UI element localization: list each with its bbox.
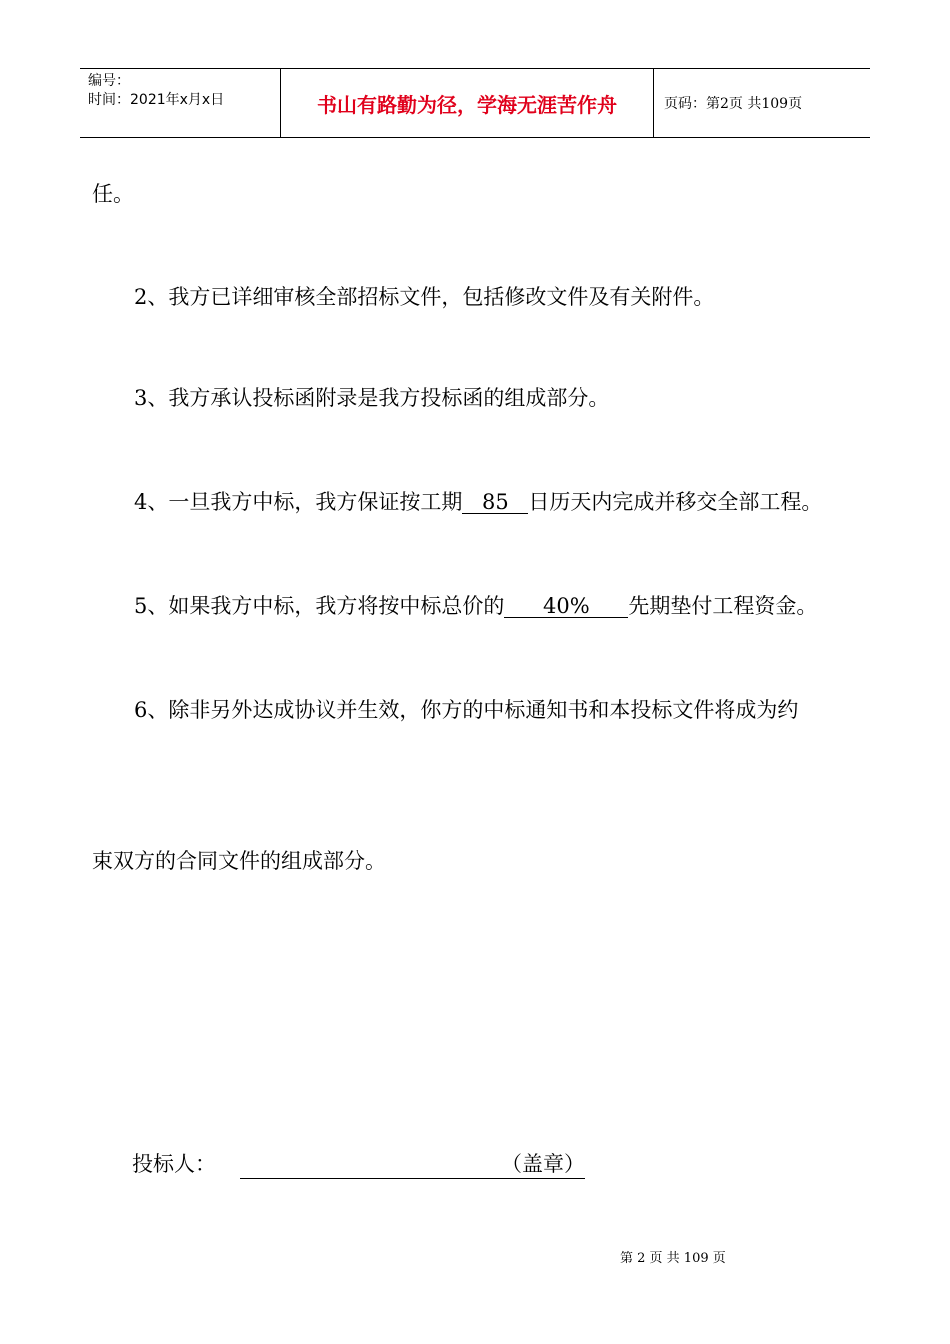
seal-label: （盖章） — [501, 1152, 585, 1176]
construction-period-value: 85 — [462, 491, 528, 514]
paragraph-3: 3、我方承认投标函附录是我方投标函的组成部分。 — [134, 386, 610, 410]
header-page-number: 页码：第2页 共109页 — [664, 96, 803, 112]
advance-payment-value: 40% — [504, 595, 628, 618]
bidder-label: 投标人： — [132, 1152, 216, 1176]
paragraph-continued: 任。 — [92, 182, 134, 206]
header-meta — [80, 69, 281, 137]
paragraph-5 — [134, 592, 817, 620]
paragraph-4 — [134, 488, 822, 516]
bidder-signature-line — [240, 1150, 585, 1179]
document-header — [80, 68, 870, 138]
paragraph-6-line-1: 6、除非另外达成协议并生效，你方的中标通知书和本投标文件将成为约 — [134, 698, 799, 722]
signature-block — [132, 1150, 585, 1179]
paragraph-5-text-after: 先期垫付工程资金。 — [628, 594, 818, 618]
paragraph-5-text-before: 5、如果我方中标，我方将按中标总价的 — [134, 594, 505, 618]
paragraph-2: 2、我方已详细审核全部招标文件，包括修改文件及有关附件。 — [134, 285, 715, 309]
paragraph-4-text-after: 日历天内完成并移交全部工程。 — [528, 490, 823, 514]
header-motto: 书山有路勤为径，学海无涯苦作舟 — [281, 69, 654, 137]
paragraph-4-text-before: 4、一旦我方中标，我方保证按工期 — [134, 490, 463, 514]
document-date: 时间：2021年x月x日 — [88, 92, 225, 108]
paragraph-6-line-2: 束双方的合同文件的组成部分。 — [92, 849, 386, 873]
document-number-label: 编号： — [88, 73, 130, 89]
footer-page-number: 第 2 页 共 109 页 — [620, 1251, 726, 1266]
